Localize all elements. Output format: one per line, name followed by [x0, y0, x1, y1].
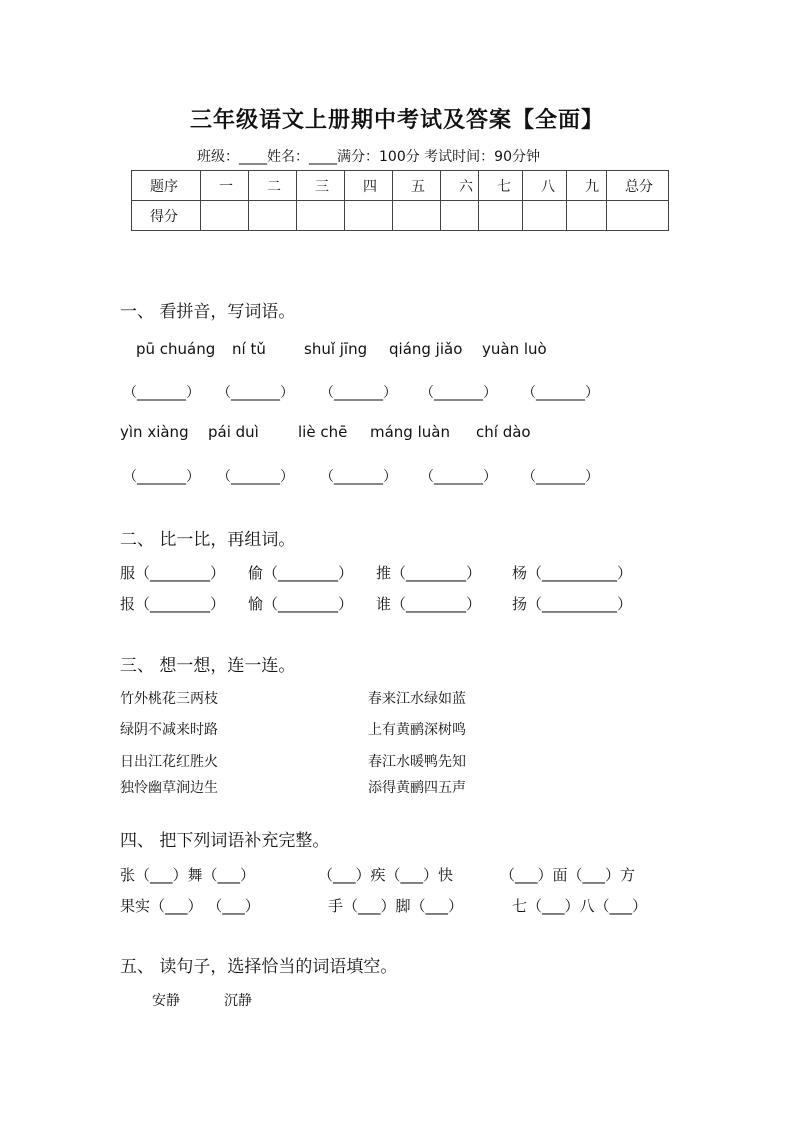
compare-item[interactable]: 偷（________） — [248, 564, 354, 582]
word-option: 沉静 — [224, 993, 252, 1009]
score-table-score-row — [132, 201, 669, 231]
poem-line-right[interactable]: 春江水暖鸭先知 — [368, 754, 466, 770]
pinyin-item: yuàn luò — [482, 340, 547, 358]
header-cell: 总分 — [607, 171, 669, 201]
score-cell[interactable] — [393, 201, 441, 231]
compare-item[interactable]: 谁（________） — [376, 595, 482, 613]
compare-item[interactable]: 推（________） — [376, 564, 482, 582]
pinyin-item: ní tǔ — [232, 340, 266, 358]
score-cell[interactable] — [441, 201, 479, 231]
section-5-heading: 五、 读句子，选择恰当的词语填空。 — [120, 957, 398, 977]
idiom-item[interactable]: 七（___）八（___） — [512, 897, 648, 915]
pinyin-item: shuǐ jīng — [304, 340, 368, 358]
word-option: 安静 — [152, 993, 180, 1009]
pinyin-item: qiáng jiǎo — [389, 340, 463, 358]
compare-item[interactable]: 杨（__________） — [512, 564, 633, 582]
header-cell: 九 — [567, 171, 607, 201]
poem-line-left[interactable]: 竹外桃花三两枝 — [120, 691, 218, 707]
answer-blank[interactable]: （_______） — [320, 385, 397, 401]
pinyin-item: chí dào — [476, 423, 531, 441]
answer-blank[interactable]: （_______） — [123, 469, 200, 485]
idiom-item[interactable]: 手（___）脚（___） — [328, 897, 464, 915]
compare-item[interactable]: 服（________） — [120, 564, 226, 582]
idiom-item[interactable]: （___）面（___）方 — [500, 866, 636, 884]
score-cell[interactable] — [201, 201, 249, 231]
poem-line-right[interactable]: 上有黄鹂深树鸣 — [368, 722, 466, 738]
compare-item[interactable]: 愉（________） — [248, 595, 354, 613]
header-cell: 七 — [479, 171, 523, 201]
poem-line-left[interactable]: 绿阴不减来时路 — [120, 722, 218, 738]
idiom-item[interactable]: （___）疾（___）快 — [318, 866, 454, 884]
score-cell[interactable] — [567, 201, 607, 231]
answer-blank[interactable]: （_______） — [123, 385, 200, 401]
idiom-item[interactable]: 果实（___） （___） — [120, 897, 260, 915]
idiom-item[interactable]: 张（___）舞（___） — [120, 866, 256, 884]
score-cell[interactable] — [345, 201, 393, 231]
header-cell: 题序 — [132, 171, 201, 201]
answer-blank[interactable]: （_______） — [420, 385, 497, 401]
header-cell: 八 — [523, 171, 567, 201]
row-label-cell: 得分 — [132, 201, 201, 231]
score-cell[interactable] — [523, 201, 567, 231]
answer-blank[interactable]: （_______） — [420, 469, 497, 485]
score-cell[interactable] — [607, 201, 669, 231]
header-cell: 四 — [345, 171, 393, 201]
score-table — [131, 170, 669, 231]
answer-blank[interactable]: （_______） — [217, 469, 294, 485]
score-cell[interactable] — [249, 201, 297, 231]
pinyin-item: pái duì — [208, 423, 259, 441]
pinyin-item: yìn xiàng — [120, 423, 189, 441]
answer-blank[interactable]: （_______） — [217, 385, 294, 401]
poem-line-left[interactable]: 日出江花红胜火 — [120, 754, 218, 770]
poem-line-left[interactable]: 独怜幽草涧边生 — [120, 780, 218, 796]
section-2-heading: 二、 比一比，再组词。 — [120, 530, 296, 550]
score-table-header-row — [132, 171, 669, 201]
exam-info: 班级：____姓名：____满分：100分 考试时间：90分钟 — [197, 149, 540, 165]
poem-line-right[interactable]: 春来江水绿如蓝 — [368, 691, 466, 707]
header-cell: 六 — [441, 171, 479, 201]
pinyin-item: máng luàn — [370, 423, 450, 441]
poem-line-right[interactable]: 添得黄鹂四五声 — [368, 780, 466, 796]
answer-blank[interactable]: （_______） — [522, 469, 599, 485]
header-cell: 二 — [249, 171, 297, 201]
section-1-heading: 一、 看拼音，写词语。 — [120, 302, 296, 322]
pinyin-item: liè chē — [298, 423, 348, 441]
answer-blank[interactable]: （_______） — [320, 469, 397, 485]
score-cell[interactable] — [479, 201, 523, 231]
header-cell: 三 — [297, 171, 345, 201]
compare-item[interactable]: 扬（__________） — [512, 595, 633, 613]
compare-item[interactable]: 报（________） — [120, 595, 226, 613]
header-cell: 一 — [201, 171, 249, 201]
answer-blank[interactable]: （_______） — [522, 385, 599, 401]
header-cell: 五 — [393, 171, 441, 201]
pinyin-item: pū chuáng — [136, 340, 216, 358]
section-4-heading: 四、 把下列词语补充完整。 — [120, 831, 330, 851]
page-title: 三年级语文上册期中考试及答案【全面】 — [189, 107, 604, 133]
score-cell[interactable] — [297, 201, 345, 231]
section-3-heading: 三、 想一想，连一连。 — [120, 656, 296, 676]
